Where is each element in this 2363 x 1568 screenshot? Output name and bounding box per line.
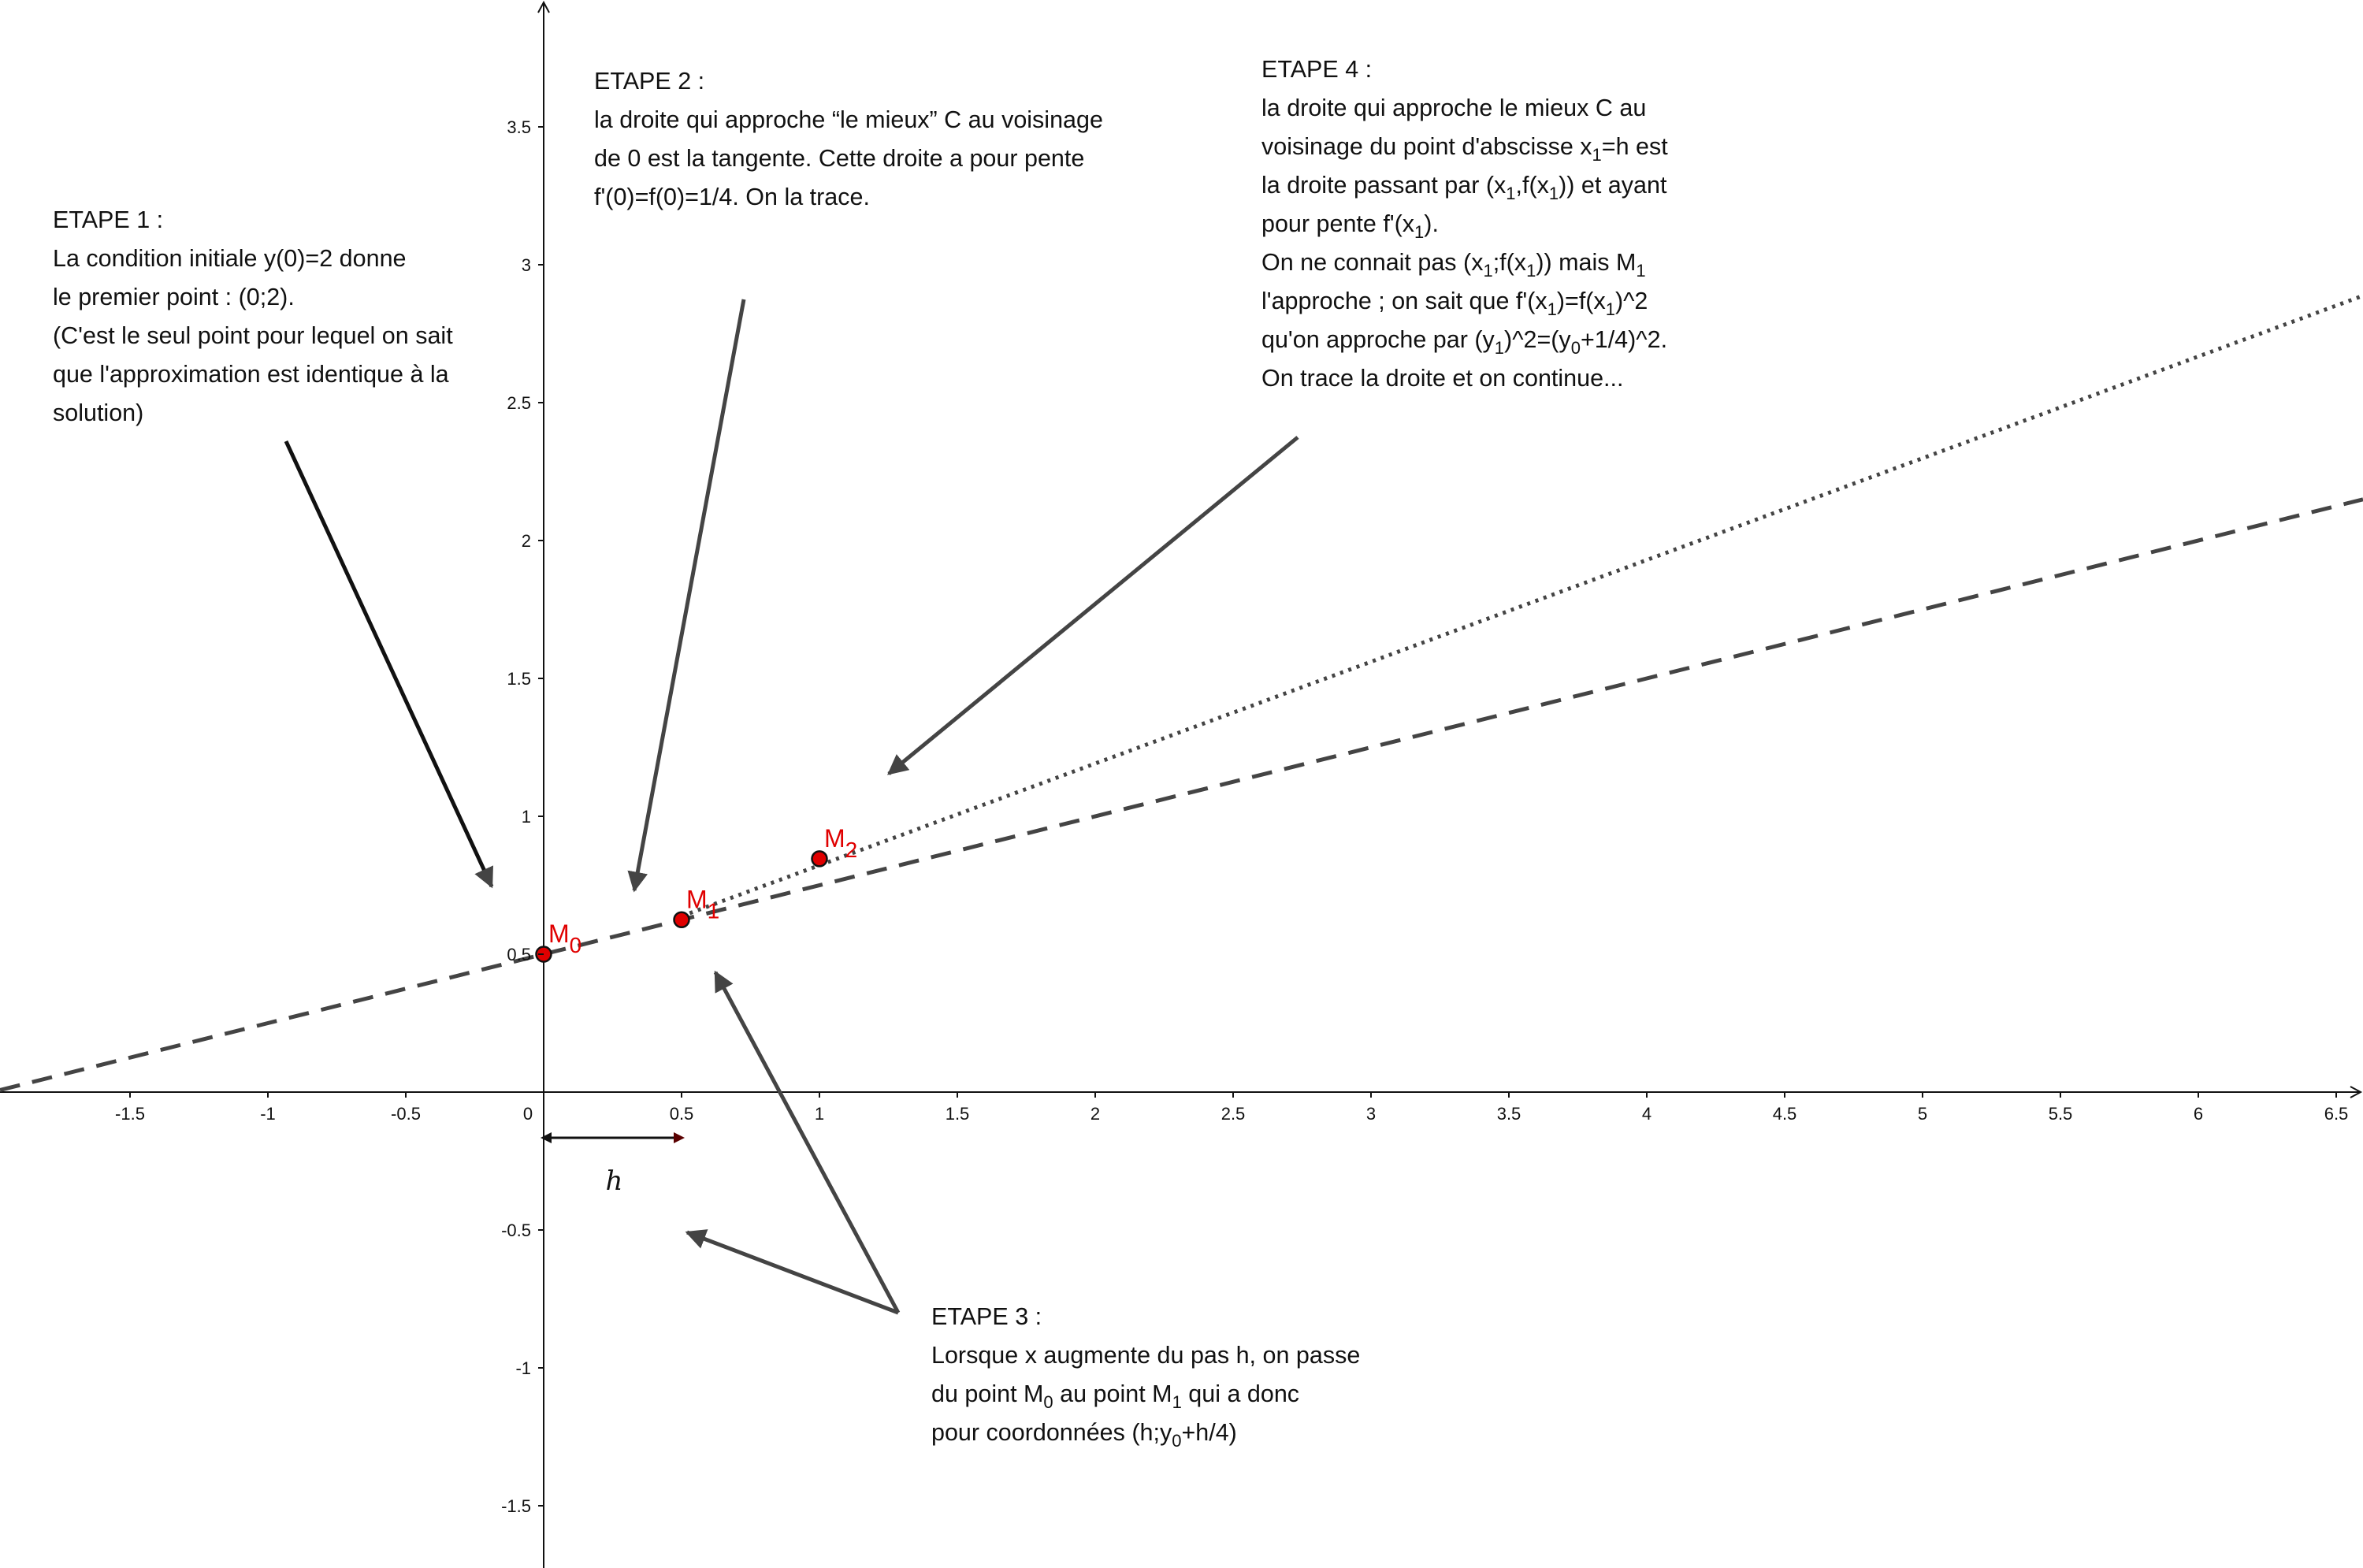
- subscript: 1: [1605, 299, 1615, 319]
- x-tick-label: 6.5: [2324, 1104, 2349, 1124]
- note-line: La condition initiale y(0)=2 donne: [53, 245, 407, 272]
- text: +h/4): [1181, 1419, 1237, 1446]
- text: au point M: [1053, 1380, 1172, 1407]
- subscript: 1: [1636, 261, 1646, 281]
- x-tick-label: -0.5: [391, 1104, 421, 1124]
- text: qui a donc: [1181, 1380, 1300, 1407]
- x-tick-label: -1: [260, 1104, 276, 1124]
- note-line: (C'est le seul point pour lequel on sait: [53, 322, 453, 349]
- note-title: ETAPE 4 :: [1261, 56, 1373, 83]
- text: On ne connait pas (x: [1261, 249, 1484, 276]
- y-tick-label: 0.5: [507, 945, 531, 964]
- note-line: Lorsque x augmente du pas h, on passe: [931, 1342, 1361, 1369]
- y-tick-label: 1: [521, 807, 531, 827]
- note-etape-1: [53, 201, 453, 433]
- text: ,f(x: [1515, 172, 1549, 199]
- note-line: de 0 est la tangente. Cette droite a pour pente: [594, 145, 1085, 172]
- arrow-etape-1: [286, 441, 492, 886]
- x-tick-label: 1.5: [945, 1104, 970, 1124]
- y-tick-label: 2.5: [507, 393, 531, 413]
- text: +1/4)^2.: [1580, 326, 1668, 353]
- text: du point M: [931, 1380, 1044, 1407]
- x-tick-label: 4.5: [1772, 1104, 1797, 1124]
- x-tick-label: 6: [2193, 1104, 2204, 1124]
- h-arrowhead-left: [541, 1132, 552, 1143]
- note-line: [931, 1414, 1360, 1452]
- y-tick-label: 2: [521, 531, 531, 551]
- step-h-marker: [541, 1132, 685, 1197]
- h-label: h: [605, 1165, 623, 1197]
- x-tick-label: 0.5: [669, 1104, 694, 1124]
- note-line: [1261, 166, 1668, 205]
- arrow-etape-3-to-h: [687, 1232, 898, 1313]
- x-tick-label: 3.5: [1496, 1104, 1521, 1124]
- subscript: 1: [1547, 299, 1557, 319]
- y-tick-label: 3: [521, 255, 531, 275]
- text: ;f(x: [1492, 249, 1527, 276]
- point-m2: [812, 851, 827, 866]
- h-arrowhead-right: [674, 1132, 685, 1143]
- point-label-subscript: 1: [707, 898, 720, 923]
- subscript: 0: [1570, 338, 1581, 358]
- subscript: 1: [1592, 145, 1602, 165]
- y-tick-label: -1: [515, 1358, 531, 1378]
- text: )) mais M: [1536, 249, 1637, 276]
- note-etape-4: [1261, 50, 1668, 398]
- note-line: [1261, 205, 1668, 243]
- note-line: [1261, 128, 1668, 166]
- note-etape-2: [594, 62, 1103, 217]
- note-line: que l'approximation est identique à la: [53, 361, 449, 388]
- x-tick-label: -1.5: [115, 1104, 145, 1124]
- subscript: 1: [1506, 184, 1516, 203]
- arrow-etape-4: [889, 437, 1298, 774]
- point-label-subscript: 2: [845, 837, 858, 862]
- text: )^2=(y: [1504, 326, 1571, 353]
- subscript: 1: [1172, 1392, 1182, 1412]
- point-label-name: M: [824, 823, 845, 853]
- subscript: 1: [1494, 338, 1505, 358]
- point-label-subscript: 0: [569, 933, 582, 957]
- x-tick-label: 5: [1917, 1104, 1928, 1124]
- text: la droite passant par (x: [1261, 172, 1507, 199]
- note-line: solution): [53, 399, 144, 426]
- note-line: le premier point : (0;2).: [53, 284, 295, 310]
- note-line: la droite qui approche “le mieux” C au voisinage: [594, 106, 1103, 133]
- subscript: 0: [1172, 1431, 1182, 1451]
- subscript: 1: [1483, 261, 1493, 281]
- point-m1: [674, 912, 689, 927]
- note-line: [931, 1375, 1360, 1414]
- y-tick-label: 3.5: [507, 117, 531, 137]
- subscript: 1: [1414, 222, 1425, 242]
- note-title: ETAPE 1 :: [53, 206, 164, 233]
- text: ).: [1424, 210, 1439, 237]
- text: pour pente f'(x: [1261, 210, 1415, 237]
- x-tick-label: 3: [1365, 1104, 1377, 1124]
- note-line: f'(0)=f(0)=1/4. On la trace.: [594, 184, 870, 210]
- x-tick-label: 1: [814, 1104, 825, 1124]
- text: qu'on approche par (y: [1261, 326, 1495, 353]
- arrow-etape-3-to-m1: [715, 972, 898, 1313]
- note-line: [1261, 243, 1668, 282]
- x-tick-label: 5.5: [2048, 1104, 2073, 1124]
- x-tick-label: 2.5: [1221, 1104, 1246, 1124]
- text: =h est: [1601, 133, 1668, 160]
- text: l'approche ; on sait que f'(x: [1261, 288, 1547, 314]
- text: pour coordonnées (h;y: [931, 1419, 1172, 1446]
- point-label-name: M: [686, 885, 708, 914]
- note-title: ETAPE 2 :: [594, 68, 705, 95]
- text: voisinage du point d'abscisse x: [1261, 133, 1592, 160]
- text: )^2: [1614, 288, 1648, 314]
- graph-points: [537, 824, 858, 962]
- note-line: la droite qui approche le mieux C au: [1261, 95, 1647, 121]
- subscript: 1: [1548, 184, 1559, 203]
- subscript: 0: [1043, 1392, 1053, 1412]
- subscript: 1: [1526, 261, 1536, 281]
- text: )) et ayant: [1559, 172, 1667, 199]
- x-tick-label: 0: [522, 1104, 533, 1124]
- y-tick-label: -0.5: [501, 1221, 531, 1240]
- x-tick-label: 4: [1641, 1104, 1652, 1124]
- y-tick-label: -1.5: [501, 1496, 531, 1516]
- point-label-name: M: [548, 920, 570, 948]
- point-label-m2: [824, 824, 857, 862]
- x-tick-label: 2: [1090, 1104, 1101, 1124]
- note-line: [1261, 321, 1668, 359]
- arrow-etape-2: [634, 299, 744, 890]
- note-etape-3: [931, 1298, 1360, 1452]
- note-title: ETAPE 3 :: [931, 1303, 1042, 1330]
- note-line: [1261, 282, 1668, 321]
- note-line: On trace la droite et on continue...: [1261, 365, 1624, 392]
- annotation-arrows: [286, 299, 1298, 1313]
- y-tick-label: 1.5: [507, 669, 531, 689]
- text: )=f(x: [1556, 288, 1606, 314]
